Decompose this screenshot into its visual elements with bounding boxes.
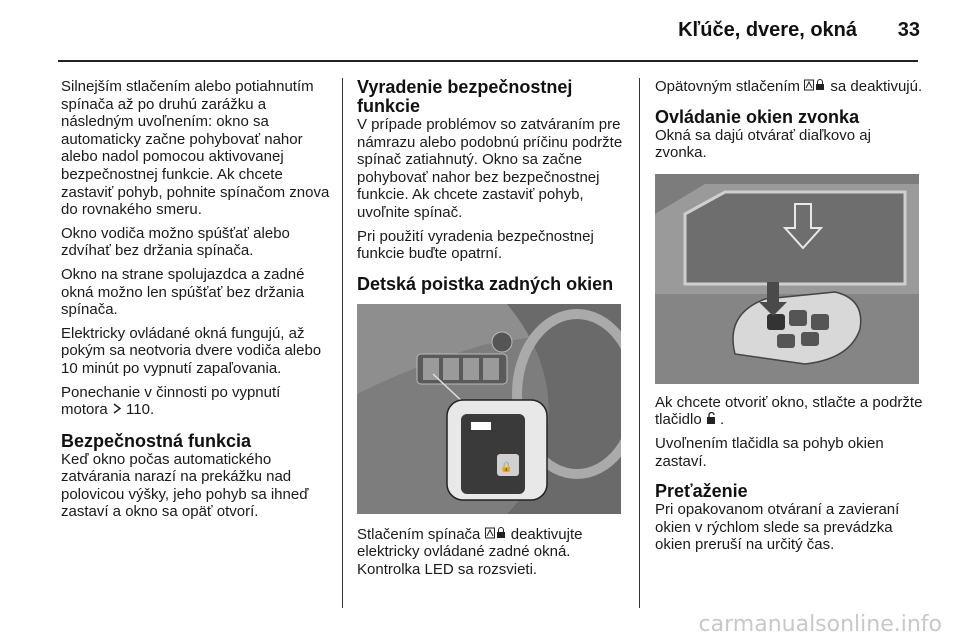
section-heading: Preťaženie — [655, 481, 748, 502]
paragraph: Silnejším stlačením alebo potiahnutím spínača až po druhú zarážku a následným uvoľnením: okno sa automaticky začne pohybovať nahor alebo nadol pomocou aktivovanej bezpečnostnej funkcie. Ak chcete zastaviť pohyb, pohnite spínačom znova do rovnakého smeru. — [61, 78, 330, 219]
section-heading: Bezpečnostná funkcia — [61, 430, 252, 451]
paragraph: Uvoľnením tlačidla sa pohyb okien zastaví. — [655, 434, 884, 470]
column-divider — [342, 78, 343, 608]
child-lock-window-icon — [804, 78, 830, 95]
paragraph: Keď okno počas automatického zatvárania narazí na prekážku nad polovicou výšky, jeho pohyb sa ihneď zastaví a okno sa opäť otvorí. — [61, 450, 309, 521]
paragraph-text: deaktivujte elektricky ovládané zadné okná. Kontrolka LED sa rozsvieti. — [357, 525, 583, 578]
page-header — [0, 0, 960, 60]
paragraph-with-icon — [655, 78, 925, 96]
header-divider — [58, 60, 918, 62]
column-divider — [639, 78, 640, 608]
column-left — [61, 78, 331, 527]
paragraph-with-reference — [61, 384, 331, 420]
paragraph: Pri opakovanom otváraní a zavieraní okien v rýchlom slede sa prevádzka okien preruší na určitý čas. — [655, 501, 900, 554]
child-lock-window-icon — [485, 526, 511, 543]
paragraph-text: Ponechanie v činnosti po vypnutí motora — [61, 383, 281, 419]
paragraph: Okná sa dajú otvárať diaľkovo aj zvonka. — [655, 126, 871, 162]
paragraph-text: . — [720, 411, 725, 429]
page-reference-link[interactable]: 110. — [126, 401, 155, 419]
door-switch-illustration — [357, 304, 621, 514]
column-right — [655, 78, 925, 560]
section-heading: Ovládanie okien zvonka — [655, 106, 860, 127]
paragraph: Elektricky ovládané okná fungujú, až pokým sa neotvoria dvere vodiča alebo 10 minút po vypnutí zapaľovania. — [61, 324, 322, 377]
paragraph-with-icon — [655, 394, 925, 429]
paragraph: V prípade problémov so zatváraním pre námrazu alebo podobnú príčinu podržte spínač zatiahnutý. Okno sa začne pohybovať nahor bez bezpečnostnej funkcie. Ak chcete zastaviť pohyb, uvoľnite spínač. — [357, 116, 623, 221]
page-number: 33 — [897, 19, 920, 41]
svg-text:🔒: 🔒 — [500, 461, 513, 473]
watermark: carmanualsonline.info — [698, 612, 942, 637]
paragraph-text: Opätovným stlačením — [655, 78, 801, 95]
paragraph: Pri použití vyradenia bezpečnostnej funkcie buďte opatrní. — [357, 227, 594, 263]
paragraph-with-icon — [357, 526, 627, 579]
paragraph: Okno na strane spolujazdca a zadné okná možno len spúšťať bez držania spínača. — [61, 265, 305, 319]
key-fob-illustration — [655, 174, 919, 384]
paragraph-text: Stlačením spínača — [357, 525, 481, 543]
paragraph-text: sa deaktivujú. — [830, 78, 923, 95]
paragraph-text: Ak chcete otvoriť okno, stlačte a podržte tlačidlo — [655, 393, 923, 429]
reference-arrow-icon — [112, 402, 122, 420]
paragraph: Okno vodiča možno spúšťať alebo zdvíhať bez držania spínača. — [61, 224, 290, 260]
unlock-icon — [706, 411, 720, 428]
page-title: Kľúče, dvere, okná — [678, 19, 857, 41]
section-heading: Detská poistka zadných okien — [357, 273, 614, 294]
column-middle — [357, 78, 627, 585]
section-heading: Vyradenie bezpečnostnej funkcie — [357, 77, 573, 116]
